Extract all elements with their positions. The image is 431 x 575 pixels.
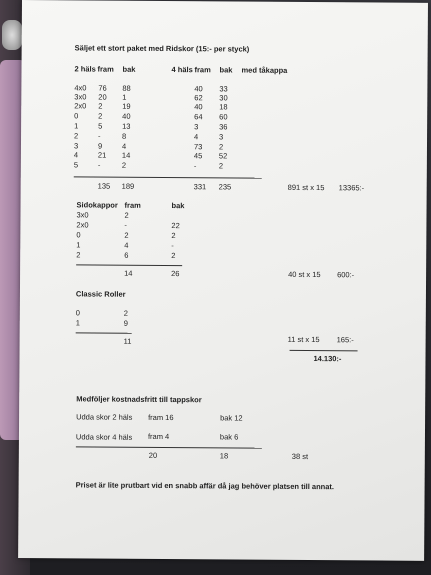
ridskor-size: 2 [74, 131, 79, 141]
ridskor-bak4: 60 [219, 112, 228, 122]
ridskor-fram4: 73 [193, 142, 203, 152]
ridskor-size: 2x0 [74, 101, 87, 111]
ridskor-bak2: 13 [122, 121, 131, 131]
sidokappor-fram: 6 [124, 250, 129, 260]
sidokappor-size: 1 [76, 240, 81, 250]
sidokappor-total-rule [76, 264, 182, 266]
tappskor-header: Medföljer kostnadsfritt till tappskor [76, 394, 202, 405]
tappskor-total-bak: 18 [219, 451, 229, 461]
ridskor-bak2: 40 [122, 111, 131, 121]
ridskor-fram4: 64 [194, 112, 203, 122]
ridskor-size: 3x0 [74, 92, 87, 102]
sidokappor-header-bak: bak [171, 201, 185, 211]
ridskor-bak2: 8 [122, 131, 127, 141]
ridskor-bak2: 14 [121, 150, 131, 160]
document-title: Säljet ett stort paket med Ridskor (15:- per styck) [74, 43, 250, 54]
tappskor-fram: fram 4 [147, 431, 170, 442]
header-fram-4: fram [194, 65, 211, 75]
classic-value: 9 [123, 318, 128, 328]
ridskor-bak2: 19 [122, 101, 131, 111]
sidokappor-header: Sidokappor [76, 200, 118, 210]
ridskor-bak4: 33 [219, 84, 228, 94]
ridskor-fram2: 5 [98, 121, 103, 131]
ridskor-bak4: 2 [218, 142, 224, 152]
grand-total: 14.130:- [313, 354, 342, 364]
ridskor-size: 3 [73, 141, 79, 151]
ridskor-count: 891 st x 15 [287, 182, 325, 193]
ridskor-fram2: - [98, 131, 101, 141]
paper-sheet [18, 0, 428, 561]
ridskor-fram4: 40 [194, 102, 203, 112]
ridskor-size: 4x0 [74, 83, 87, 93]
tappskor-bak: bak 12 [220, 413, 243, 423]
ridskor-fram2: 2 [98, 111, 103, 121]
header-fram-2: fram [97, 64, 114, 74]
tappskor-total-rule [76, 446, 262, 448]
ridskor-bak4: 18 [219, 102, 228, 112]
sidokappor-bak: - [171, 241, 174, 251]
sidokappor-bak: 2 [171, 251, 176, 261]
ridskor-bak2: 1 [122, 92, 127, 102]
classic-total: 11 [123, 336, 132, 346]
sidokappor-fram: - [124, 220, 127, 230]
ridskor-bak2: 88 [122, 83, 131, 93]
header-4hals: 4 häls [171, 65, 193, 75]
ridskor-fram2: 76 [98, 83, 107, 93]
ridskor-total-rule [74, 176, 262, 178]
sidokappor-fram: 2 [124, 230, 129, 240]
tappskor-total-fram: 20 [148, 450, 158, 460]
classic-size: 0 [75, 308, 81, 318]
classic-size: 1 [75, 318, 80, 328]
ridskor-fram2: 2 [98, 101, 103, 111]
ridskor-fram4: 4 [194, 132, 199, 142]
ridskor-size: 5 [73, 160, 79, 170]
ridskor-fram2: 21 [97, 150, 107, 160]
sidokappor-bak: 2 [171, 231, 176, 241]
grand-total-rule [290, 350, 358, 351]
tappskor-label: Udda skor 4 häls [75, 432, 133, 442]
ridskor-total-fram2: 135 [97, 181, 111, 191]
sidokappor-size: 2x0 [76, 220, 89, 230]
ridskor-size: 0 [74, 111, 79, 121]
ridskor-fram4: 3 [194, 122, 199, 132]
classic-total-rule [76, 332, 132, 333]
ridskor-bak4: 36 [219, 122, 228, 132]
sidokappor-header-fram: fram [124, 200, 141, 210]
ridskor-fram4: 40 [194, 84, 203, 94]
tappskor-fram: fram 16 [148, 412, 174, 423]
ridskor-bak4: 2 [218, 161, 224, 171]
header-takappa: med tåkappa [241, 65, 288, 75]
background-ring [2, 20, 22, 50]
classic-sum: 165:- [336, 335, 354, 345]
ridskor-total-bak2: 189 [121, 181, 135, 191]
sidokappor-count: 40 st x 15 [288, 269, 321, 280]
ridskor-total-bak4: 235 [218, 182, 232, 192]
ridskor-bak2: 4 [121, 141, 127, 151]
header-bak-2: bak [122, 64, 136, 74]
sidokappor-total-bak: 26 [171, 269, 180, 279]
ridskor-fram2: 9 [97, 141, 103, 151]
ridskor-fram4: - [193, 161, 197, 171]
footer-note: Priset är lite prutbart vid en snabb affär då jag behöver platsen till annat. [75, 480, 335, 492]
ridskor-bak4: 3 [219, 132, 224, 142]
sidokappor-sum: 600:- [337, 270, 355, 280]
classic-header: Classic Roller [75, 289, 126, 299]
tappskor-bak: bak 6 [219, 432, 239, 442]
ridskor-fram2: - [97, 160, 101, 170]
sidokappor-fram: 2 [124, 210, 129, 220]
sidokappor-size: 3x0 [76, 210, 89, 220]
ridskor-fram4: 62 [194, 93, 203, 103]
ridskor-size: 1 [74, 121, 79, 131]
tappskor-label: Udda skor 2 häls [76, 412, 133, 422]
ridskor-sum: 13365:- [338, 183, 365, 193]
ridskor-fram2: 20 [98, 92, 107, 102]
sidokappor-fram: 4 [124, 240, 129, 250]
tappskor-count: 38 st [291, 451, 309, 462]
ridskor-bak2: 2 [121, 160, 127, 170]
ridskor-fram4: 45 [193, 151, 203, 161]
ridskor-bak4: 52 [218, 151, 228, 161]
ridskor-total-fram4: 331 [193, 182, 207, 192]
ridskor-size: 4 [73, 150, 79, 160]
header-2hals: 2 häls [74, 64, 96, 74]
ridskor-bak4: 30 [219, 93, 228, 103]
sidokappor-size: 0 [76, 230, 81, 240]
classic-value: 2 [123, 308, 129, 318]
classic-count: 11 st x 15 [287, 334, 320, 345]
header-bak-4: bak [219, 65, 233, 75]
sidokappor-size: 2 [76, 250, 81, 260]
sidokappor-total-fram: 14 [124, 268, 133, 278]
sidokappor-bak: 22 [171, 221, 180, 231]
